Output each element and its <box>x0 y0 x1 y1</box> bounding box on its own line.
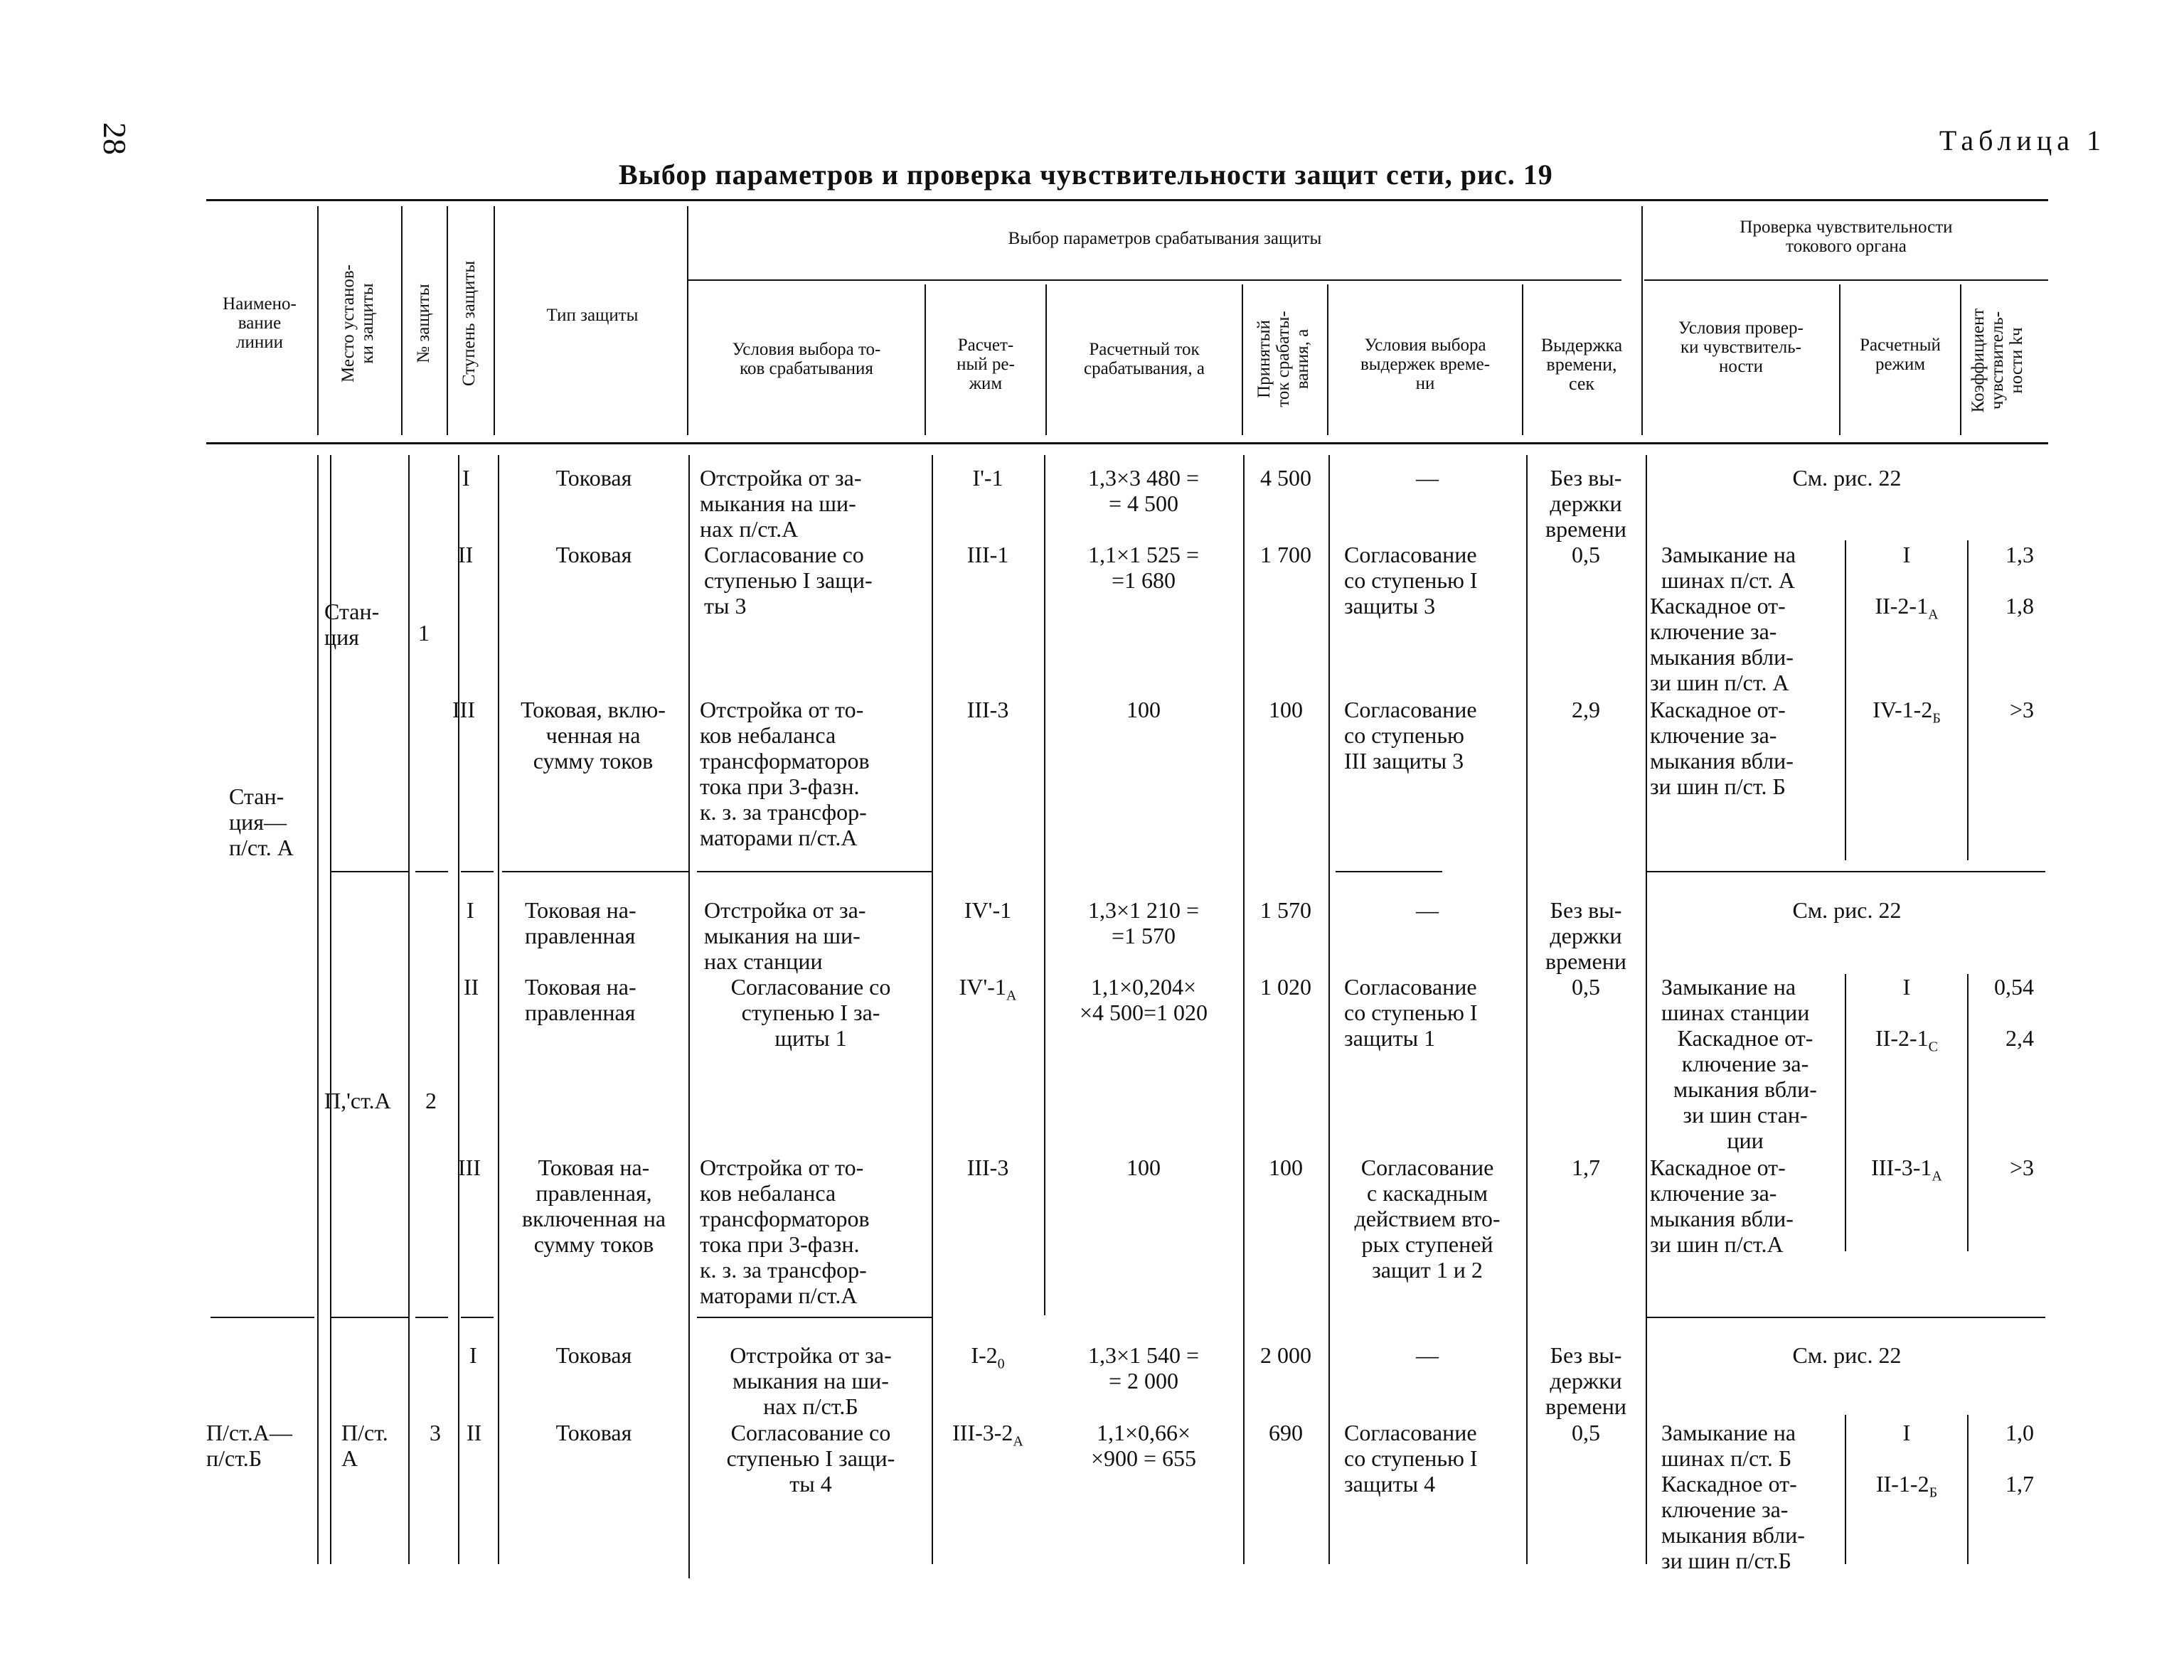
line-name-2: П/ст.А— п/ст.Б <box>206 1420 292 1471</box>
r5-accepted: 1 020 <box>1260 974 1311 1000</box>
s5-mode: II-2-1 <box>1875 1025 1929 1051</box>
r7-mode-sub: 0 <box>997 1356 1005 1372</box>
header-group-sensitivity: Проверка чувствительности токового органа <box>1740 218 1953 256</box>
s2-condition: Каскадное от- ключение за- мыкания вбли- зи шин п/ст. А <box>1650 593 1794 695</box>
header-accepted-current: Принятый ток срабаты- вания, а <box>1255 311 1312 407</box>
s7-condition: Замыкание на шинах п/ст. Б <box>1661 1420 1796 1471</box>
header-sensitivity-conditions: Условия провер- ки чувствитель- ности <box>1678 319 1804 376</box>
s3-mode-sub: Б <box>1932 710 1941 727</box>
s5-mode-sub: С <box>1928 1039 1938 1055</box>
r2-accepted: 1 700 <box>1260 542 1311 567</box>
s4-coefficient: 0,54 <box>1994 974 2034 1000</box>
s8-mode-sub: Б <box>1929 1484 1938 1501</box>
r4-type: Токовая на- правленная <box>525 897 636 948</box>
r8-accepted: 690 <box>1269 1420 1303 1445</box>
r7-type: Токовая <box>555 1342 632 1368</box>
r1-delay-condition: — <box>1416 465 1439 491</box>
r6-mode: III-3 <box>966 1155 1009 1180</box>
r3-delay-condition: Согласование со ступенью III защиты 3 <box>1344 697 1477 774</box>
r4-see-figure: См. рис. 22 <box>1792 897 1902 923</box>
s6-coefficient: >3 <box>2009 1155 2034 1180</box>
r5-mode-sub: А <box>1006 988 1017 1004</box>
s4-mode: I <box>1902 974 1911 1000</box>
r7-accepted: 2 000 <box>1260 1342 1311 1368</box>
header-protection-type: Тип защиты <box>546 306 639 325</box>
place-2: П,'ст.А <box>324 1088 391 1113</box>
r7-condition: Отстройка от за- мыкания на ши- нах п/ст.Б <box>730 1342 892 1419</box>
s6-condition: Каскадное от- ключение за- мыкания вбли- зи шин п/ст.А <box>1650 1155 1794 1257</box>
s1-mode: I <box>1902 542 1911 567</box>
s5-condition: Каскадное от- ключение за- мыкания вбли- зи шин стан- ции <box>1673 1025 1817 1153</box>
r4-delay: Без вы- держки времени <box>1545 897 1626 974</box>
header-delay-conditions: Условия выбора выдержек време- ни <box>1360 336 1490 393</box>
r2-delay-condition: Согласование со ступенью I защиты 3 <box>1344 542 1478 619</box>
header-place: Место установ- ки защиты <box>339 264 377 382</box>
s8-condition: Каскадное от- ключение за- мыкания вбли- зи шин п/ст.Б <box>1661 1471 1805 1573</box>
r2-delay: 0,5 <box>1572 542 1600 567</box>
r5-stage: II <box>464 974 479 1000</box>
r2-calc: 1,1×1 525 = =1 680 <box>1087 542 1200 593</box>
r5-calc: 1,1×0,204× ×4 500=1 020 <box>1079 974 1208 1025</box>
r3-accepted: 100 <box>1269 697 1303 722</box>
r6-stage: III <box>458 1155 481 1180</box>
s4-condition: Замыкание на шинах станции <box>1661 974 1810 1025</box>
r6-delay-condition: Согласование с каскадным действием вто- рых ступеней защит 1 и 2 <box>1354 1155 1501 1283</box>
r1-calc: 1,3×3 480 = = 4 500 <box>1087 465 1200 516</box>
r2-stage: II <box>458 542 474 567</box>
r1-type: Токовая <box>555 465 632 491</box>
r5-delay-condition: Согласование со ступенью I защиты 1 <box>1344 974 1478 1051</box>
s3-mode: IV-1-2 <box>1873 697 1933 722</box>
r4-condition: Отстройка от за- мыкания на ши- нах станции <box>704 897 866 974</box>
r4-mode: IV'-1 <box>964 897 1012 923</box>
r5-mode: IV'-1 <box>959 974 1006 1000</box>
header-sensitivity-mode: Расчетный режим <box>1860 336 1941 374</box>
table-title: Выбор параметров и проверка чувствительности защит сети, рис. 19 <box>619 159 1553 191</box>
r2-condition: Согласование со ступенью I защи- ты 3 <box>704 542 873 619</box>
r3-stage: III <box>452 697 475 722</box>
s2-mode: II-2-1 <box>1875 593 1929 619</box>
line-name-1: Стан- ция— п/ст. А <box>229 783 294 860</box>
header-current-conditions: Условия выбора то- ков срабатывания <box>732 340 881 378</box>
s3-coefficient: >3 <box>2009 697 2034 722</box>
s2-coefficient: 1,8 <box>2005 593 2034 619</box>
header-sensitivity-coefficient: Коэффициент чувствитель- ности kч <box>1969 308 2026 413</box>
r8-mode-sub: А <box>1013 1433 1023 1450</box>
r7-see-figure: См. рис. 22 <box>1792 1342 1902 1368</box>
s2-mode-cell <box>1846 593 1967 627</box>
s5-mode-cell <box>1846 1025 1967 1059</box>
r1-delay: Без вы- держки времени <box>1545 465 1626 542</box>
header-stage: Ступень защиты <box>459 260 479 387</box>
r8-mode: III-3-2 <box>952 1420 1013 1445</box>
r3-type: Токовая, вклю- ченная на сумму токов <box>521 697 666 774</box>
r7-delay-condition: — <box>1416 1342 1439 1368</box>
r6-condition: Отстройка от то- ков небаланса трансформаторов тока при 3-фазн. к. з. за трансфор- маторами п/ст.А <box>700 1155 870 1308</box>
s3-condition: Каскадное от- ключение за- мыкания вбли- зи шин п/ст. Б <box>1650 697 1794 799</box>
place-1: Стан- ция <box>324 599 380 650</box>
r6-type: Токовая на- правленная, включенная на сумму токов <box>521 1155 666 1257</box>
r4-delay-condition: — <box>1416 897 1439 923</box>
r3-mode: III-3 <box>966 697 1009 722</box>
r8-delay-condition: Согласование со ступенью I защиты 4 <box>1344 1420 1478 1497</box>
r5-mode-cell <box>932 974 1044 1008</box>
page-number: 28 <box>97 122 133 155</box>
r1-condition: Отстройка от за- мыкания на ши- нах п/ст.А <box>700 465 862 542</box>
s7-mode: I <box>1902 1420 1911 1445</box>
s8-mode-cell <box>1846 1471 1967 1505</box>
r7-calc: 1,3×1 540 = = 2 000 <box>1087 1342 1200 1393</box>
table-label: Таблица 1 <box>1939 124 2106 156</box>
s7-coefficient: 1,0 <box>2005 1420 2034 1445</box>
r4-stage: I <box>467 897 474 923</box>
r3-calc: 100 <box>1126 697 1161 722</box>
s1-coefficient: 1,3 <box>2005 542 2034 567</box>
r1-stage: I <box>462 465 470 491</box>
r6-accepted: 100 <box>1269 1155 1303 1180</box>
header-calc-current: Расчетный ток срабатывания, а <box>1083 340 1205 378</box>
r6-delay: 1,7 <box>1572 1155 1600 1180</box>
s2-mode-sub: А <box>1928 606 1939 623</box>
s6-mode-sub: А <box>1932 1168 1942 1184</box>
r8-calc: 1,1×0,66× ×900 = 655 <box>1090 1420 1197 1471</box>
r7-mode: I-2 <box>971 1342 998 1368</box>
r2-mode: III-1 <box>966 542 1009 567</box>
r7-stage: I <box>469 1342 477 1368</box>
protection-no-1: 1 <box>418 620 430 646</box>
header-protection-number: № защиты <box>414 284 433 363</box>
header-group-params: Выбор параметров срабатывания защиты <box>1008 229 1322 248</box>
header-line-name: Наимено- вание линии <box>223 294 297 352</box>
r8-mode-cell <box>932 1420 1044 1454</box>
header-calc-mode: Расчет- ный ре- жим <box>957 336 1015 393</box>
protection-no-2: 2 <box>425 1088 437 1113</box>
s6-mode: III-3-1 <box>1871 1155 1932 1180</box>
r4-calc: 1,3×1 210 = =1 570 <box>1087 897 1200 948</box>
r8-condition: Согласование со ступенью I защи- ты 4 <box>726 1420 895 1497</box>
s1-condition: Замыкание на шинах п/ст. А <box>1661 542 1796 593</box>
r3-delay: 2,9 <box>1572 697 1600 722</box>
s6-mode-cell <box>1846 1155 1967 1189</box>
r8-type: Токовая <box>555 1420 632 1445</box>
place-3: П/ст. А <box>341 1420 388 1471</box>
s5-coefficient: 2,4 <box>2005 1025 2034 1051</box>
r2-type: Токовая <box>555 542 632 567</box>
r1-accepted: 4 500 <box>1260 465 1311 491</box>
r7-delay: Без вы- держки времени <box>1545 1342 1626 1419</box>
r3-condition: Отстройка от то- ков небаланса трансформаторов тока при 3-фазн. к. з. за трансфор- маторами п/ст.А <box>700 697 870 850</box>
s8-coefficient: 1,7 <box>2005 1471 2034 1497</box>
header-delay: Выдержка времени, сек <box>1540 335 1623 394</box>
protection-no-3: 3 <box>430 1420 441 1445</box>
s8-mode: II-1-2 <box>1875 1471 1929 1497</box>
r7-mode-cell <box>932 1342 1044 1376</box>
r5-condition: Согласование со ступенью I за- щиты 1 <box>730 974 891 1051</box>
r8-delay: 0,5 <box>1572 1420 1600 1445</box>
r5-type: Токовая на- правленная <box>525 974 636 1025</box>
r1-mode: I'-1 <box>972 465 1003 491</box>
r5-delay: 0,5 <box>1572 974 1600 1000</box>
r4-accepted: 1 570 <box>1260 897 1311 923</box>
r6-calc: 100 <box>1126 1155 1161 1180</box>
r8-stage: II <box>467 1420 482 1445</box>
r1-see-figure: См. рис. 22 <box>1792 465 1902 491</box>
s3-mode-cell <box>1846 697 1967 731</box>
